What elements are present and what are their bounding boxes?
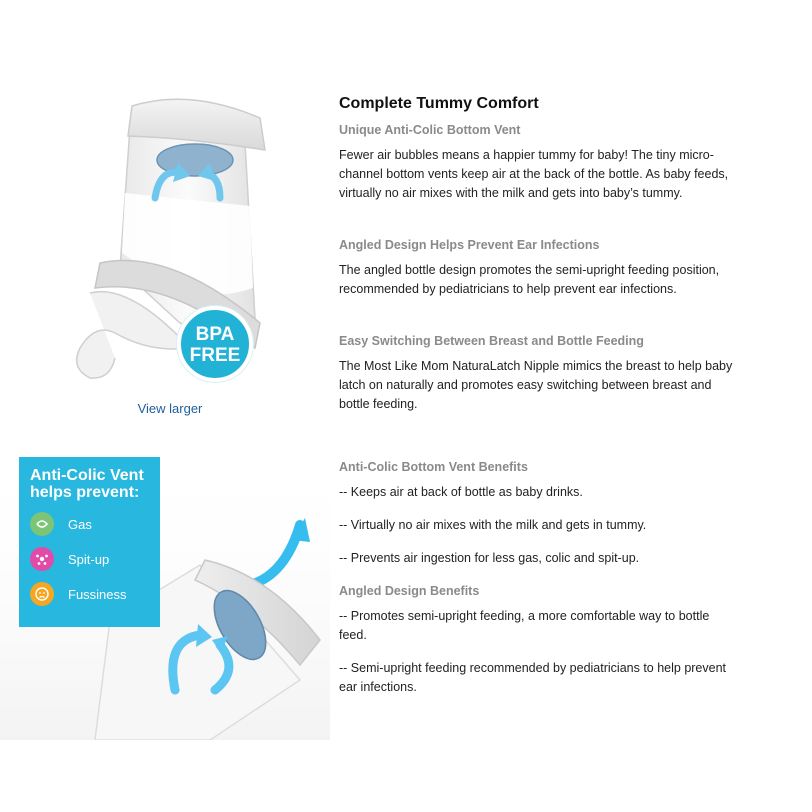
- promo-item-label: Spit-up: [68, 551, 110, 567]
- promo-item-label: Fussiness: [68, 586, 127, 602]
- feature-text-vent: Fewer air bubbles means a happier tummy for baby! The tiny micro-channel bottom vents keep air at the back of the bottle. As baby feeds, virtually no air mixes with the milk and gets into baby’s tummy.: [339, 148, 729, 200]
- gas-icon: [30, 512, 54, 536]
- promo-item-label: Gas: [68, 516, 92, 532]
- feature-heading-vent: Unique Anti-Colic Bottom Vent: [339, 123, 521, 137]
- benefit-item: -- Keeps air at back of bottle as baby drinks.: [339, 485, 583, 499]
- promo-item-gas: [30, 512, 150, 536]
- benefit-item: -- Virtually no air mixes with the milk and gets in tummy.: [339, 518, 647, 532]
- benefit-item: -- Promotes semi-upright feeding, a more comfortable way to bottle feed.: [339, 609, 710, 642]
- benefit-item: -- Semi-upright feeding recommended by pediatricians to help prevent ear infections.: [339, 661, 727, 694]
- feature-text-angle: The angled bottle design promotes the semi-upright feeding position, recommended by pediatricians to help prevent ear infections.: [339, 263, 720, 296]
- bpa-free-badge: [177, 306, 253, 382]
- promo-item-spit-up: [30, 547, 150, 571]
- spit-up-icon: [30, 547, 54, 571]
- benefits-heading-angle: Angled Design Benefits: [339, 584, 480, 598]
- anti-colic-promo-card: [19, 457, 160, 627]
- benefits-heading-vent: Anti-Colic Bottom Vent Benefits: [339, 460, 528, 474]
- badge-line-2: FREE: [189, 345, 241, 366]
- section-title: Complete Tummy Comfort: [339, 95, 539, 112]
- badge-line-1: BPA: [195, 324, 235, 345]
- feature-text-switching: The Most Like Mom NaturaLatch Nipple mimics the breast to help baby latch on naturally and promotes easy switching between breast and bottle feeding.: [339, 359, 733, 411]
- promo-item-fussiness: [30, 582, 150, 606]
- view-larger-link[interactable]: View larger: [137, 401, 203, 416]
- fussiness-icon: [30, 582, 54, 606]
- feature-heading-angle: Angled Design Helps Prevent Ear Infections: [339, 238, 600, 252]
- feature-heading-switching: Easy Switching Between Breast and Bottle Feeding: [339, 334, 644, 348]
- benefit-item: -- Prevents air ingestion for less gas, colic and spit-up.: [339, 551, 640, 565]
- promo-title: Anti-Colic Vent helps prevent:: [30, 467, 144, 501]
